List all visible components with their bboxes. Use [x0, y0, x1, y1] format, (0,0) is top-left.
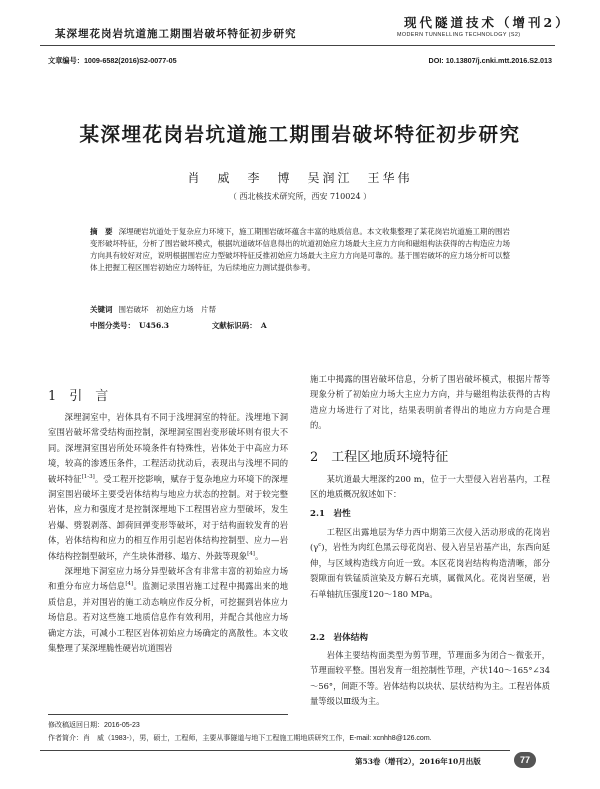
abstract [90, 226, 510, 274]
doi: DOI: 10.13807/j.cnki.mtt.2016.S2.013 [428, 56, 552, 65]
subsection-2-2-heading: 2.2 岩体结构 [310, 633, 368, 643]
citation: [4] [247, 550, 255, 557]
abstract-text: 深埋硬岩坑道处于复杂应力环境下，施工期围岩破坏蕴含丰富的地质信息。本文收集整理了某花岗岩坑道施工期的围岩变形破坏特征，分析了围岩破坏模式，根据坑道破坏信息得出的坑道初始应力场最大主应力方向和磁组构法获得的古构造应力场方向具有较好对应，说明根据围岩应力型破坏特征反推初始应力场最大主应力方向是可靠的。基于围岩破坏的应力场分析可以整体上把握工程区围岩初始应力场特征，为后续地应力测试提供参考。 [90, 227, 511, 272]
citation: [1-3] [81, 473, 95, 480]
section-1-body [48, 410, 288, 657]
page-number: 77 [514, 752, 536, 768]
keywords-label: 关键词 [90, 305, 113, 314]
article-number: 文章编号：1009-6582(2016)S2-0077-05 [48, 56, 177, 65]
abstract-label: 摘 要 [90, 227, 113, 236]
paragraph: 施工中揭露的围岩破坏信息，分析了围岩破坏模式，根据片帮等现象分析了初始应力场大主应力方向，并与磁组构法获得的古构造应力场进行了对比，结果表明前者得出的地应力方向是合理的。 [310, 374, 550, 431]
affiliation: （ 西北核技术研究所，西安 710024 ） [228, 192, 372, 201]
subsection-2-1-heading: 2.1 岩性 [310, 509, 351, 519]
classification [90, 320, 271, 331]
clc-value: U456.3 [139, 321, 170, 330]
header-divider [40, 45, 555, 46]
paragraph: 深埋洞室中，岩体具有不同于浅埋洞室的特征。浅埋地下洞室围岩破坏常受结构面控制，深埋洞室围岩变形破坏则有很大不同。深埋洞室围岩所处环境条件有特殊性，岩体处于中高应力环境，较高的渗透压条件，工程活动扰动后，表现出与浅埋不同的破坏特征[1-3]。受工程开挖影响，赋存于复杂地应力环境下的深埋洞室围岩破坏主要受岩体结构与地应力状态的控制。对于较完整岩体，应力和强度才是控制深埋地下工程围岩应力型破坏，发生岩爆、劈裂剥落、卸荷回弹变形等破坏，对于结构面较发育的岩体，岩体结构和应力的相互作用引起岩体结构控制型、应力—岩体结构控制型破坏，产生块体滑移、塌方、外鼓等现象[4]。 [48, 412, 288, 561]
authors: 肖 威 李 博 吴润江 王华伟 [187, 171, 413, 185]
section-1-continued [310, 372, 550, 434]
keywords-text: 围岩破坏 初始应力场 片帮 [118, 305, 216, 314]
paragraph: 深埋地下洞室应力场分异型破坏含有非常丰富的初始应力场和重分布应力场信息[4]。监测记录围岩施工过程中揭露出来的地质信息，并对围岩的施工动态响应作反分析，可挖掘到岩体应力场信息。若对这些施工地质信息作有效利用，并配合其他应力场确定方法，可减小工程区岩体初始应力场确定的离散性。本文收集整理了某深埋脆性硬岩坑道围岩 [48, 566, 288, 654]
journal-title: 现代隧道技术（增刊2） [404, 15, 571, 30]
running-title: 某深埋花岗岩坑道施工期围岩破坏特征初步研究 [55, 28, 297, 40]
doc-code-label: 文献标识码： [211, 321, 257, 330]
keywords [90, 304, 216, 315]
footnote-divider [48, 714, 288, 715]
issue-info: 第53卷（增刊2），2016年10月出版 [355, 757, 481, 766]
paragraph: 某坑道最大埋深约200 m，位于一大型侵入岩岩基内，工程区的地质概况叙述如下： [310, 474, 550, 500]
subsection-2-2-body [310, 648, 550, 710]
footer-divider [40, 750, 510, 751]
section-2-intro [310, 472, 550, 503]
doc-code-value: A [260, 321, 267, 330]
footnote-received: 修改稿返回日期：2016-05-23 [48, 722, 140, 729]
paper-title: 某深埋花岗岩坑道施工期围岩破坏特征初步研究 [79, 123, 521, 146]
journal-title-en: MODERN TUNNELLING TECHNOLOGY (S2) [397, 32, 521, 38]
footnote-author-bio: 作者简介：肖 威（1983-），男，硕士，工程师，主要从事隧道与地下工程施工期地质研究工作，E-mail: xcnhh8@126.com. [48, 735, 432, 742]
clc-label: 中图分类号： [90, 321, 135, 330]
paragraph: 岩体主要结构面类型为剪节理，节理面多为闭合～微张开，节理面较平整。围岩发育一组控制性节理，产状140～165°∠34～56°，间距不等。岩体结构以块状、层状结构为主。工程岩体质量等级以Ⅲ级为主。 [310, 650, 550, 707]
paragraph: 工程区出露地层为华力西中期第三次侵入活动形成的花岗岩$(\gamma^c)$，岩性为肉红色黑云母花岗岩、侵入岩呈岩基产出，东西向延伸，与区域构造线方向近一致。本区花岗岩结构构造清晰，部分裂隙面有铁锰质渲染及方解石充填，属微风化。花岗岩坚硬，岩石单轴抗压强度120～180 MPa。 [310, 527, 550, 599]
section-1-heading: 1 引 言 [48, 389, 109, 404]
section-2-heading: 2 工程区地质环境特征 [310, 450, 449, 465]
subsection-2-1-body [310, 525, 550, 602]
citation: [4] [125, 581, 134, 588]
